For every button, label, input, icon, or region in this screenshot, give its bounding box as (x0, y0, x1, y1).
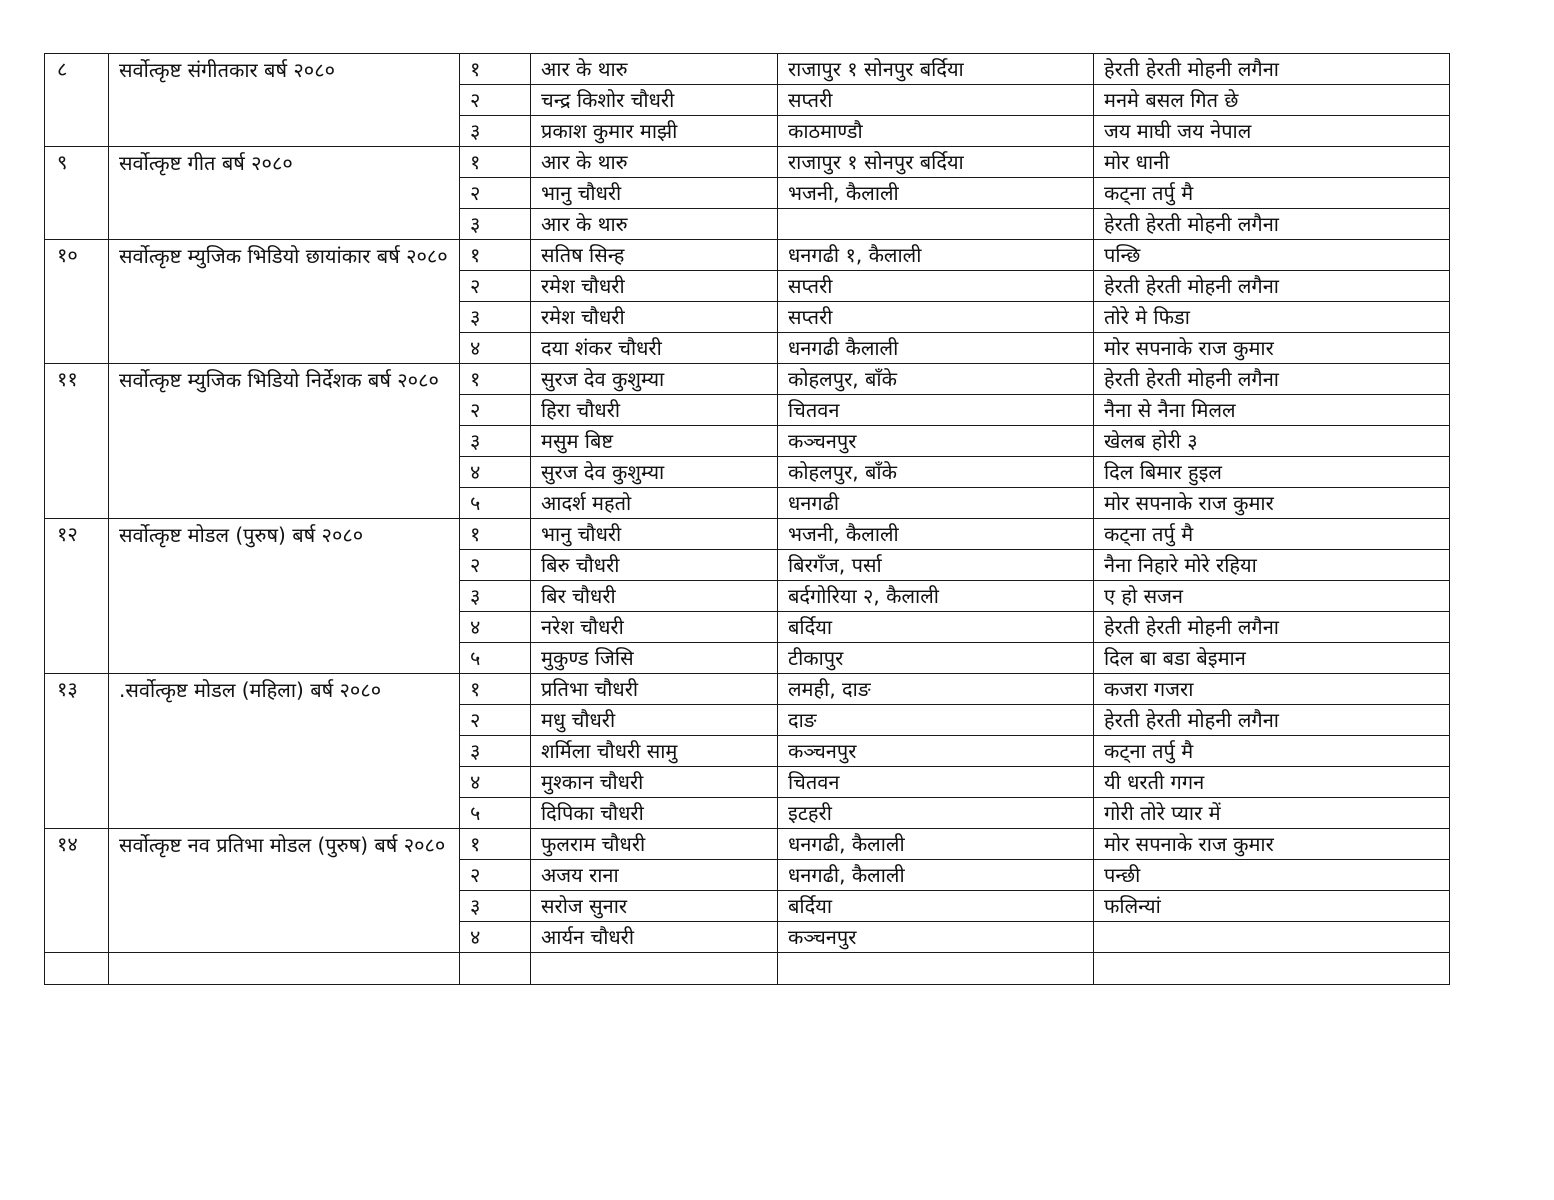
nominee-address: बिरगँज, पर्सा (778, 550, 1094, 581)
nominee-name: मधु चौधरी (531, 705, 778, 736)
song-title (1094, 922, 1450, 953)
nominee-address: बर्दगोरिया २, कैलाली (778, 581, 1094, 612)
song-title: जय माघी जय नेपाल (1094, 116, 1450, 147)
nominee-name: शर्मिला चौधरी सामु (531, 736, 778, 767)
song-title: हेरती हेरती मोहनी लगैना (1094, 271, 1450, 302)
song-title: तोरे मे फिडा (1094, 302, 1450, 333)
nominee-rank: १ (460, 147, 531, 178)
nominee-name: भानु चौधरी (531, 178, 778, 209)
nominee-address: टीकापुर (778, 643, 1094, 674)
nominee-rank: ३ (460, 426, 531, 457)
nominee-name: सतिष सिन्ह (531, 240, 778, 271)
serial-number: १३ (45, 674, 109, 829)
nominee-address: राजापुर १ सोनपुर बर्दिया (778, 147, 1094, 178)
table-row (45, 240, 1450, 271)
nominee-address: कञ्चनपुर (778, 736, 1094, 767)
nominee-name: रमेश चौधरी (531, 302, 778, 333)
table-row (45, 364, 1450, 395)
song-title: कट्ना तर्पु मै (1094, 736, 1450, 767)
nominee-address: दाङ (778, 705, 1094, 736)
award-category: सर्वोत्कृष्ट म्युजिक भिडियो छायांकार बर्ष २०८० (109, 240, 460, 364)
nominee-address: धनगढी, कैलाली (778, 860, 1094, 891)
song-title: फलिन्यां (1094, 891, 1450, 922)
nominee-address: धनगढी कैलाली (778, 333, 1094, 364)
nominee-name: हिरा चौधरी (531, 395, 778, 426)
nominee-address: चितवन (778, 767, 1094, 798)
nominee-address: भजनी, कैलाली (778, 519, 1094, 550)
nominee-rank: १ (460, 674, 531, 705)
song-title: हेरती हेरती मोहनी लगैना (1094, 612, 1450, 643)
song-title: दिल बिमार हुइल (1094, 457, 1450, 488)
nominee-rank: १ (460, 829, 531, 860)
award-category: सर्वोत्कृष्ट म्युजिक भिडियो निर्देशक बर्ष २०८० (109, 364, 460, 519)
song-title: कट्ना तर्पु मै (1094, 519, 1450, 550)
nominee-name: प्रकाश कुमार माझी (531, 116, 778, 147)
nominee-rank: २ (460, 860, 531, 891)
song-title: मोर सपनाके राज कुमार (1094, 829, 1450, 860)
empty-cell (531, 953, 778, 985)
nominee-name: आर्यन चौधरी (531, 922, 778, 953)
nominee-address: कञ्चनपुर (778, 426, 1094, 457)
nominee-rank: ४ (460, 457, 531, 488)
nominee-name: बिर चौधरी (531, 581, 778, 612)
nominee-name: बिरु चौधरी (531, 550, 778, 581)
song-title: गोरी तोरे प्यार में (1094, 798, 1450, 829)
nominee-rank: ३ (460, 736, 531, 767)
nominee-name: सुरज देव कुशुम्या (531, 364, 778, 395)
nominee-rank: १ (460, 519, 531, 550)
table-row (45, 147, 1450, 178)
nominee-rank: ५ (460, 798, 531, 829)
nominee-address: बर्दिया (778, 891, 1094, 922)
nominee-name: आर के थारु (531, 147, 778, 178)
nominee-name: मुकुण्ड जिसि (531, 643, 778, 674)
nominee-rank: २ (460, 85, 531, 116)
nominee-name: चन्द्र किशोर चौधरी (531, 85, 778, 116)
nominee-address (778, 209, 1094, 240)
nominee-address: सप्तरी (778, 271, 1094, 302)
nominee-name: रमेश चौधरी (531, 271, 778, 302)
nominee-rank: ५ (460, 488, 531, 519)
nominee-name: दया शंकर चौधरी (531, 333, 778, 364)
song-title: ए हो सजन (1094, 581, 1450, 612)
empty-cell (109, 953, 460, 985)
nominee-rank: ३ (460, 116, 531, 147)
nominee-rank: २ (460, 705, 531, 736)
nominee-address: इटहरी (778, 798, 1094, 829)
nominee-name: दिपिका चौधरी (531, 798, 778, 829)
nominee-rank: ५ (460, 643, 531, 674)
nominee-name: फुलराम चौधरी (531, 829, 778, 860)
nominee-name: आदर्श महतो (531, 488, 778, 519)
song-title: हेरती हेरती मोहनी लगैना (1094, 209, 1450, 240)
nominee-rank: २ (460, 395, 531, 426)
nominee-address: कञ्चनपुर (778, 922, 1094, 953)
nominee-address: सप्तरी (778, 302, 1094, 333)
nominee-name: सुरज देव कुशुम्या (531, 457, 778, 488)
award-category: सर्वोत्कृष्ट नव प्रतिभा मोडल (पुरुष) बर्ष २०८० (109, 829, 460, 953)
serial-number: १४ (45, 829, 109, 953)
award-category: सर्वोत्कृष्ट संगीतकार बर्ष २०८० (109, 54, 460, 147)
song-title: मनमे बसल गित छे (1094, 85, 1450, 116)
nominee-rank: ४ (460, 767, 531, 798)
nominee-address: धनगढी (778, 488, 1094, 519)
song-title: हेरती हेरती मोहनी लगैना (1094, 364, 1450, 395)
nominee-rank: ३ (460, 891, 531, 922)
nominee-address: भजनी, कैलाली (778, 178, 1094, 209)
nominee-address: धनगढी, कैलाली (778, 829, 1094, 860)
serial-number: ८ (45, 54, 109, 147)
nominee-address: धनगढी १, कैलाली (778, 240, 1094, 271)
nominee-address: काठमाण्डौ (778, 116, 1094, 147)
nominee-rank: १ (460, 240, 531, 271)
nominee-rank: ३ (460, 302, 531, 333)
song-title: नैना निहारे मोरे रहिया (1094, 550, 1450, 581)
table-row (45, 519, 1450, 550)
song-title: पन्छी (1094, 860, 1450, 891)
song-title: खेलब होरी ३ (1094, 426, 1450, 457)
serial-number: ११ (45, 364, 109, 519)
song-title: मोर सपनाके राज कुमार (1094, 488, 1450, 519)
song-title: कट्ना तर्पु मै (1094, 178, 1450, 209)
serial-number: १० (45, 240, 109, 364)
nominee-rank: ४ (460, 333, 531, 364)
nominee-rank: २ (460, 271, 531, 302)
song-title: पन्छि (1094, 240, 1450, 271)
table-row (45, 829, 1450, 860)
nominee-name: आर के थारु (531, 209, 778, 240)
nominee-name: आर के थारु (531, 54, 778, 85)
nominee-address: बर्दिया (778, 612, 1094, 643)
award-category: .सर्वोत्कृष्ट मोडल (महिला) बर्ष २०८० (109, 674, 460, 829)
song-title: हेरती हेरती मोहनी लगैना (1094, 54, 1450, 85)
table-row (45, 54, 1450, 85)
nominee-rank: १ (460, 364, 531, 395)
nominee-name: मुश्कान चौधरी (531, 767, 778, 798)
song-title: यी धरती गगन (1094, 767, 1450, 798)
nominee-rank: ४ (460, 612, 531, 643)
awards-table (44, 53, 1450, 985)
nominee-address: कोहलपुर, बाँके (778, 364, 1094, 395)
empty-cell (1094, 953, 1450, 985)
nominee-rank: ३ (460, 209, 531, 240)
song-title: दिल बा बडा बेइमान (1094, 643, 1450, 674)
nominee-address: सप्तरी (778, 85, 1094, 116)
award-category: सर्वोत्कृष्ट गीत बर्ष २०८० (109, 147, 460, 240)
song-title: मोर सपनाके राज कुमार (1094, 333, 1450, 364)
nominee-address: चितवन (778, 395, 1094, 426)
award-category: सर्वोत्कृष्ट मोडल (पुरुष) बर्ष २०८० (109, 519, 460, 674)
table-body (45, 54, 1450, 985)
nominee-name: अजय राना (531, 860, 778, 891)
serial-number: ९ (45, 147, 109, 240)
empty-row (45, 953, 1450, 985)
song-title: मोर धानी (1094, 147, 1450, 178)
table-row (45, 674, 1450, 705)
nominee-rank: ३ (460, 581, 531, 612)
nominee-name: नरेश चौधरी (531, 612, 778, 643)
nominee-name: प्रतिभा चौधरी (531, 674, 778, 705)
nominee-address: लमही, दाङ (778, 674, 1094, 705)
nominee-name: मसुम बिष्ट (531, 426, 778, 457)
song-title: हेरती हेरती मोहनी लगैना (1094, 705, 1450, 736)
nominee-name: भानु चौधरी (531, 519, 778, 550)
nominee-address: कोहलपुर, बाँके (778, 457, 1094, 488)
nominee-rank: १ (460, 54, 531, 85)
serial-number: १२ (45, 519, 109, 674)
empty-cell (778, 953, 1094, 985)
empty-cell (45, 953, 109, 985)
nominee-rank: २ (460, 550, 531, 581)
empty-cell (460, 953, 531, 985)
nominee-rank: ४ (460, 922, 531, 953)
nominee-name: सरोज सुनार (531, 891, 778, 922)
nominee-rank: २ (460, 178, 531, 209)
song-title: कजरा गजरा (1094, 674, 1450, 705)
song-title: नैना से नैना मिलल (1094, 395, 1450, 426)
nominee-address: राजापुर १ सोनपुर बर्दिया (778, 54, 1094, 85)
